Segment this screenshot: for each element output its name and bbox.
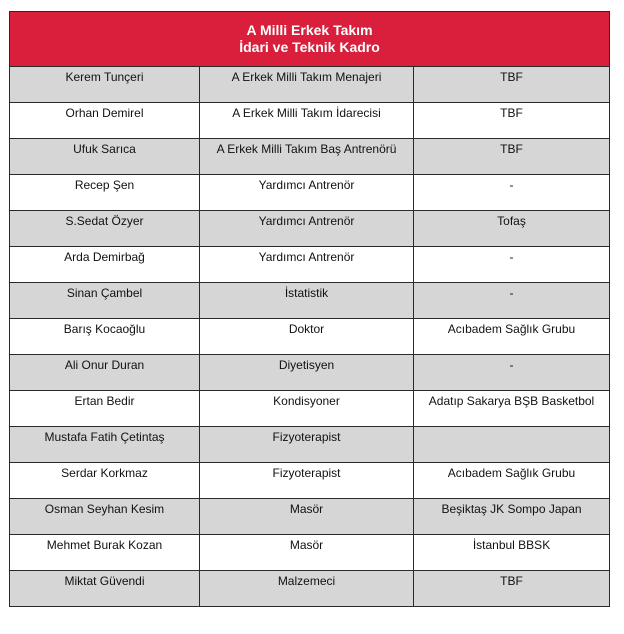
table-row <box>10 175 610 211</box>
staff-name-cell: Orhan Demirel <box>10 103 200 139</box>
staff-club-cell: Acıbadem Sağlık Grubu <box>414 463 610 499</box>
table-row <box>10 499 610 535</box>
table-header-row <box>10 12 610 67</box>
table-row <box>10 283 610 319</box>
staff-club-cell: Tofaş <box>414 211 610 247</box>
staff-role-cell: Malzemeci <box>200 571 414 607</box>
staff-name-cell: Osman Seyhan Kesim <box>10 499 200 535</box>
staff-club-cell: - <box>414 175 610 211</box>
staff-club-cell: Beşiktaş JK Sompo Japan <box>414 499 610 535</box>
table-row <box>10 535 610 571</box>
staff-club-cell <box>414 427 610 463</box>
title-line-1: A Milli Erkek Takım <box>246 22 373 38</box>
staff-name-cell: Miktat Güvendi <box>10 571 200 607</box>
staff-role-cell: Fizyoterapist <box>200 463 414 499</box>
staff-role-cell: Kondisyoner <box>200 391 414 427</box>
table-row <box>10 355 610 391</box>
staff-club-cell: TBF <box>414 103 610 139</box>
staff-role-cell: A Erkek Milli Takım İdarecisi <box>200 103 414 139</box>
staff-role-cell: Yardımcı Antrenör <box>200 211 414 247</box>
staff-club-cell: TBF <box>414 571 610 607</box>
staff-name-cell: Recep Şen <box>10 175 200 211</box>
table-row <box>10 211 610 247</box>
staff-name-cell: Arda Demirbağ <box>10 247 200 283</box>
staff-role-cell: Masör <box>200 535 414 571</box>
staff-name-cell: Mustafa Fatih Çetintaş <box>10 427 200 463</box>
staff-name-cell: Mehmet Burak Kozan <box>10 535 200 571</box>
staff-name-cell: Ertan Bedir <box>10 391 200 427</box>
staff-role-cell: Yardımcı Antrenör <box>200 247 414 283</box>
table-row <box>10 391 610 427</box>
staff-name-cell: Kerem Tunçeri <box>10 67 200 103</box>
title-line-2: İdari ve Teknik Kadro <box>239 39 380 55</box>
table-title <box>10 12 610 67</box>
staff-role-cell: Doktor <box>200 319 414 355</box>
table-row <box>10 427 610 463</box>
staff-name-cell: Ali Onur Duran <box>10 355 200 391</box>
table-row <box>10 571 610 607</box>
staff-name-cell: Serdar Korkmaz <box>10 463 200 499</box>
staff-club-cell: İstanbul BBSK <box>414 535 610 571</box>
staff-name-cell: Ufuk Sarıca <box>10 139 200 175</box>
staff-club-cell: - <box>414 355 610 391</box>
staff-club-cell: TBF <box>414 67 610 103</box>
staff-club-cell: TBF <box>414 139 610 175</box>
staff-role-cell: Masör <box>200 499 414 535</box>
staff-role-cell: Diyetisyen <box>200 355 414 391</box>
table-row <box>10 247 610 283</box>
staff-role-cell: A Erkek Milli Takım Baş Antrenörü <box>200 139 414 175</box>
table-row <box>10 139 610 175</box>
staff-role-cell: İstatistik <box>200 283 414 319</box>
staff-list <box>10 67 610 607</box>
table-row <box>10 463 610 499</box>
staff-role-cell: Fizyoterapist <box>200 427 414 463</box>
table-row <box>10 103 610 139</box>
staff-name-cell: Sinan Çambel <box>10 283 200 319</box>
staff-club-cell: Adatıp Sakarya BŞB Basketbol <box>414 391 610 427</box>
staff-role-cell: A Erkek Milli Takım Menajeri <box>200 67 414 103</box>
staff-club-cell: Acıbadem Sağlık Grubu <box>414 319 610 355</box>
staff-name-cell: S.Sedat Özyer <box>10 211 200 247</box>
table-row <box>10 319 610 355</box>
staff-club-cell: - <box>414 283 610 319</box>
staff-club-cell: - <box>414 247 610 283</box>
staff-name-cell: Barış Kocaoğlu <box>10 319 200 355</box>
staff-table <box>9 11 610 607</box>
staff-role-cell: Yardımcı Antrenör <box>200 175 414 211</box>
table-row <box>10 67 610 103</box>
